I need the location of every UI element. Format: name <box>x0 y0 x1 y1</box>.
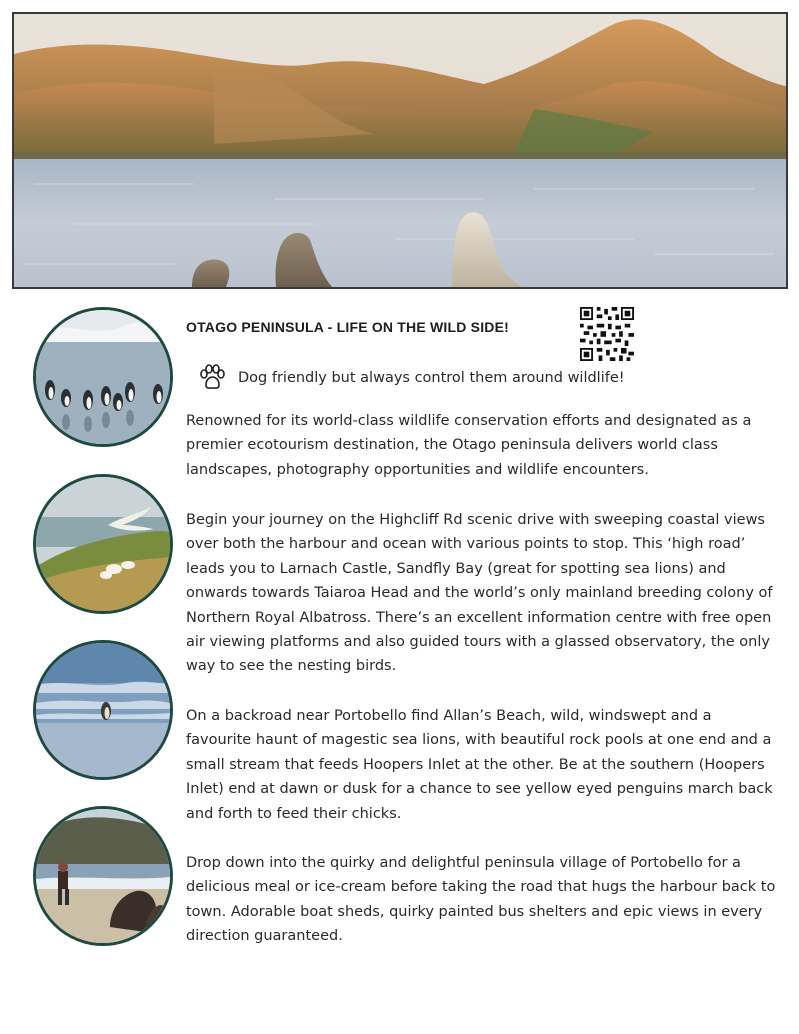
penguin-surf-image <box>33 640 173 780</box>
paragraph-allans-beach: On a backroad near Portobello find Allan’s Beach, wild, windswept and a favourite haunt of magestic sea lions, with beautiful rock pools at one end and a small stream that feeds Hoopers Inlet at the other. Be at the southern (Hoopers Inlet) end at dawn or dusk for a chance to see yellow eyed penguins march back and forth to feed their chicks. <box>186 708 773 822</box>
dog-note-text: Dog friendly but always control them around wildlife! <box>238 370 625 386</box>
paragraph-portobello: Drop down into the quirky and delightful peninsula village of Portobello for a delicious meal or ice-cream before taking the road that hugs the harbour back to town. Adorable boat sheds, quirky painted bus shelters and epic views in every direction guaranteed. <box>186 855 776 945</box>
article <box>186 305 776 945</box>
paragraph-intro: Renowned for its world-class wildlife conservation efforts and designated as a premier ecotourism destination, the Otago peninsula delivers world class landscapes, photography opportunities and wildlife encounters. <box>186 413 752 478</box>
paragraph-highcliff: Begin your journey on the Highcliff Rd scenic drive with sweeping coastal views over both the harbour and ocean with various points to stop. This ‘high road’ leads you to Larnach Castle, Sandfly Bay (great for spotting sea lions) and onwards towards Taiaroa Head and the world’s only mainland breeding colony of Northern Royal Albatross. There’s an excellent information centre with free open air viewing platforms and also guided tours with a glassed observatory, the only way to see the nesting birds. <box>186 512 773 675</box>
qr-code-icon <box>580 307 634 361</box>
paw-icon <box>194 360 230 396</box>
penguins-image <box>33 307 173 447</box>
page-title: OTAGO PENINSULA - LIFE ON THE WILD SIDE! <box>186 319 509 335</box>
hero-image <box>12 12 788 289</box>
dog-friendly-note <box>194 360 625 396</box>
sea-lions-photographer-image <box>33 806 173 946</box>
albatross-image <box>33 474 173 614</box>
